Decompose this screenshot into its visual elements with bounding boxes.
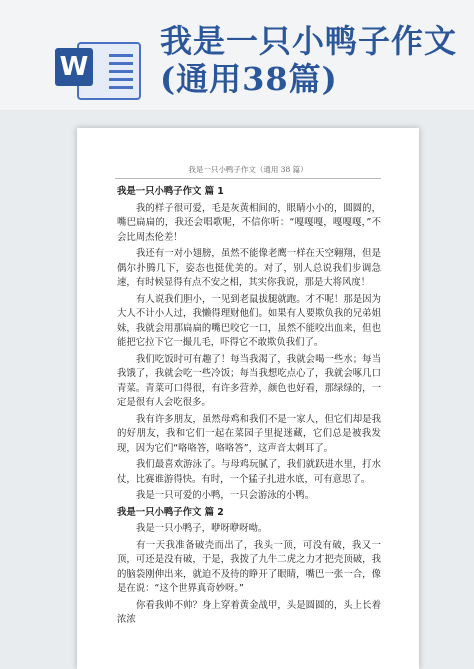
paragraph: 我的样子很可爱，毛是灰黄相间的，眼睛小小的，圆圆的，嘴巴扁扁的，我还会唱歌呢，不信你听：“嘎嘎嘎，嘎嘎嘎，”不会比周杰伦差！ <box>117 202 381 243</box>
paragraph: 有一天我准备破壳而出了，我头一顶，可没有破，我又一顶，可还是没有破，于是，我拨了九牛二虎之力才把壳顶破，我的脑袋刚伸出来，就迫不及待的睁开了眼睛，嘴巴一张一合，像是在说：“这个世界真奇妙呀。” <box>117 539 381 594</box>
banner-title: 我是一只小鸭子作文(通用38篇) <box>160 22 458 98</box>
page-header: 我是一只小鸭子作文（通用 38 篇） <box>188 165 308 174</box>
section-heading: 我是一只小鸭子作文 篇 1 <box>117 186 224 197</box>
paragraph: 我还有一对小翅膀，虽然不能像老鹰一样在天空翱翔，但是偶尔扑腾几下，姿态也挺优美的。对了，别人总说我们步调急速，有时候显得有点不安之相，其实你我说，那是大将风度！ <box>117 248 381 288</box>
paragraph: 我是一只小鸭子，咿呀咿呀呦。 <box>136 523 268 534</box>
paragraph: 我是一只可爱的小鸭，一只会游泳的小鸭。 <box>136 490 315 501</box>
paragraph: 我们吃饭时可有趣了！每当我渴了，我就会喝一些水；每当我饿了，我就会吃一些冷饭；每当我想吃点心了，我就会啄几口青菜。青菜可口得很，有许多营养，颜色也好看，那绿绿的，一定是很有人会吃很多。 <box>117 353 381 408</box>
paragraph: 你看我帅不帅？身上穿着黄金战甲，头是圆圆的，头上长着浓浓 <box>117 599 381 625</box>
document-body <box>117 185 381 630</box>
document-page <box>77 128 419 669</box>
header-divider <box>115 178 381 179</box>
paragraph: 我们最喜欢游泳了。与母鸡玩腻了，我们就跃进水里，打水仗，比赛谁游得快。有时，一个猛子扎进水底，可有意思了。 <box>117 459 381 485</box>
paragraph: 有人说我们胆小，一见到老鼠拔腿就跑。才不呢！那是因为大人不计小人过，我懒得理财他们。如果有人要欺负我的兄弟姐妹，我就会用那扁扁的嘴巴咬它一口，虽然不能咬出血来，但也能把它拉下它一撮儿毛，吓得它不敢欺负我们了。 <box>117 293 381 348</box>
paragraph: 我有许多朋友，虽然母鸡和我们不是一家人，但它们却是我的好朋友，我和它们一起在菜园子里捉迷藏，它们总是被我发现，因为它们“咯咯答，咯咯答”，这声音太刺耳了。 <box>117 413 381 454</box>
banner <box>0 0 474 110</box>
word-w-icon: W <box>55 48 93 86</box>
section-heading: 我是一只小鸭子作文 篇 2 <box>117 506 224 518</box>
word-document-icon <box>55 38 145 100</box>
